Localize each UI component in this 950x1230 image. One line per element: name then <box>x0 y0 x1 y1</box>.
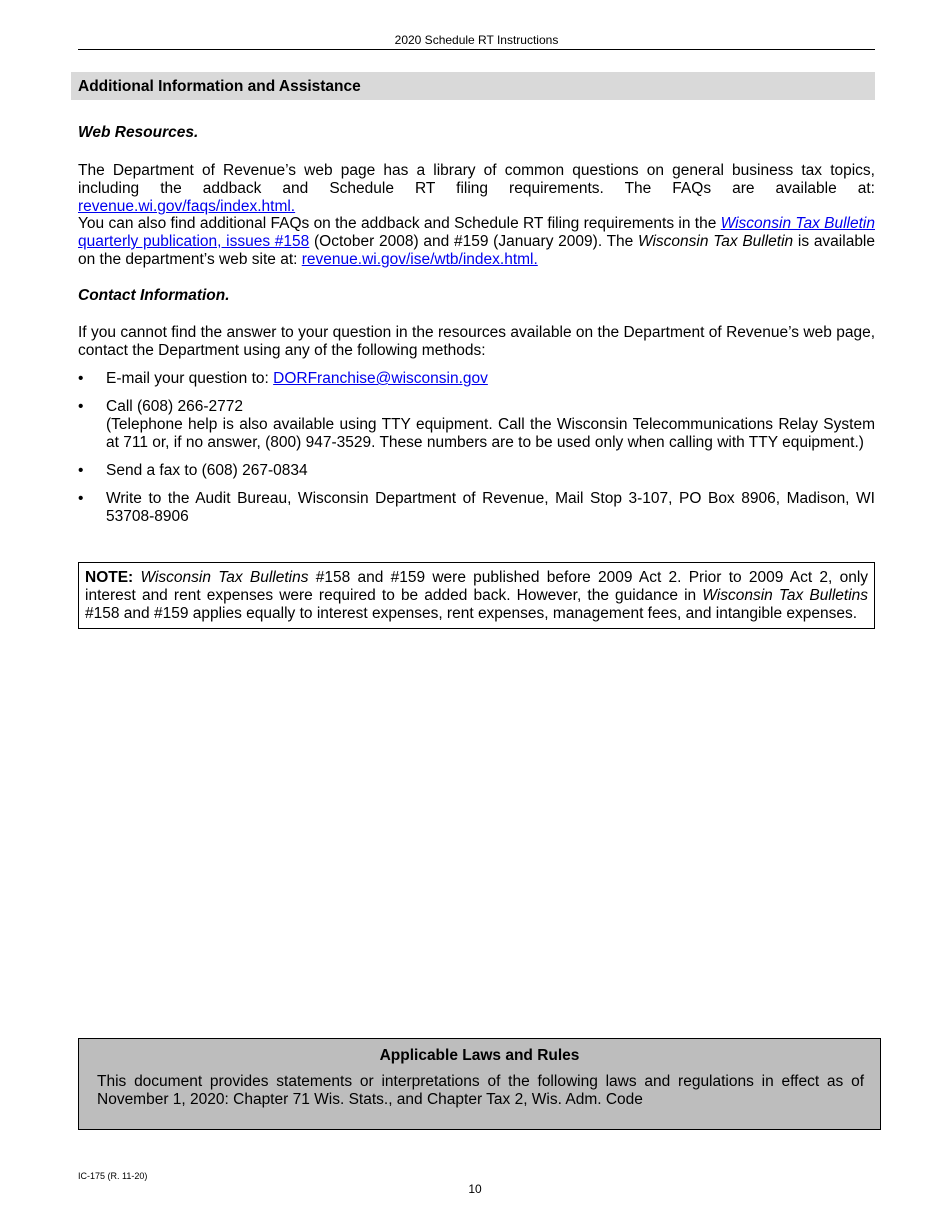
header-divider <box>78 49 875 50</box>
web-resources-paragraph-2 <box>78 215 875 269</box>
bulletin-text-mid: (October 2008) and #159 (January 2009). The <box>309 233 638 250</box>
call-line: Call (608) 266-2772 <box>106 398 244 415</box>
bullet-dot: • <box>78 370 84 387</box>
bullet-fax <box>78 462 875 480</box>
contact-heading: Contact Information. <box>78 287 230 304</box>
laws-title: Applicable Laws and Rules <box>379 1047 580 1064</box>
bulletin-text-pre: You can also find additional FAQs on the addback and Schedule RT filing requirements in the <box>78 215 721 232</box>
faq-text: The Department of Revenue’s web page has a library of common questions on general business tax topics, including the addback and Schedule RT filing requirements. The FAQs are available at: <box>78 162 875 197</box>
bullet-call <box>78 398 875 452</box>
note-box <box>78 562 875 629</box>
page-header-title: 2020 Schedule RT Instructions <box>394 33 559 47</box>
fax-text: Send a fax to (608) 267-0834 <box>106 462 308 479</box>
web-resources-heading: Web Resources. <box>78 124 199 141</box>
email-text: E-mail your question to: <box>106 370 274 387</box>
note-text-2: #158 and #159 applies equally to interest expenses, rent expenses, management fees, and intangible expenses. <box>85 605 858 622</box>
page-number: 10 <box>468 1182 482 1196</box>
bullet-write <box>78 490 875 526</box>
bulletin-title-italic: Wisconsin Tax Bulletin <box>638 233 794 250</box>
note-text-1: #158 and #159 were published before 2009 Act 2. Prior to 2009 Act 2, only interest and rent expenses were required to be added back. However, the guidance in <box>85 569 869 604</box>
note-label: NOTE: <box>85 569 134 586</box>
write-text: Write to the Audit Bureau, Wisconsin Department of Revenue, Mail Stop 3-107, PO Box 8906, Madison, WI 53708-8906 <box>106 490 875 525</box>
contact-intro: If you cannot find the answer to your question in the resources available on the Department of Revenue’s web page, contact the Department using any of the following methods: <box>78 324 875 359</box>
wtb-link[interactable]: revenue.wi.gov/ise/wtb/index.html. <box>301 251 538 268</box>
tax-bulletin-link-italic: Wisconsin Tax Bulletin <box>720 215 875 232</box>
note-italic-1: Wisconsin Tax Bulletins <box>140 569 309 586</box>
section-title-bar <box>71 72 875 100</box>
bullet-email <box>78 370 875 388</box>
section-title: Additional Information and Assistance <box>78 78 361 95</box>
email-link[interactable]: DORFranchise@wisconsin.gov <box>273 370 488 387</box>
tax-bulletin-link-rest: quarterly publication, issues #158 <box>78 233 310 250</box>
bullet-dot: • <box>78 462 84 479</box>
note-italic-2: Wisconsin Tax Bulletins <box>702 587 869 604</box>
faqs-link[interactable]: revenue.wi.gov/faqs/index.html. <box>78 198 296 215</box>
applicable-laws-box <box>78 1038 881 1130</box>
bullet-dot: • <box>78 398 84 415</box>
form-id: IC-175 (R. 11-20) <box>78 1171 148 1181</box>
web-resources-paragraph-1 <box>78 162 875 216</box>
bulletin-text-post: is available on the department’s web site at: <box>78 233 875 268</box>
bullet-dot: • <box>78 490 84 507</box>
call-detail: (Telephone help is also available using TTY equipment. Call the Wisconsin Telecommunications Relay System at 711 or, if no answer, (800) 947-3529. These numbers are to be used only when calling with TTY equipment.) <box>106 416 875 451</box>
laws-text: This document provides statements or interpretations of the following laws and regulations in effect as of November 1, 2020: Chapter 71 Wis. Stats., and Chapter Tax 2, Wis. Adm. Code <box>97 1073 864 1108</box>
